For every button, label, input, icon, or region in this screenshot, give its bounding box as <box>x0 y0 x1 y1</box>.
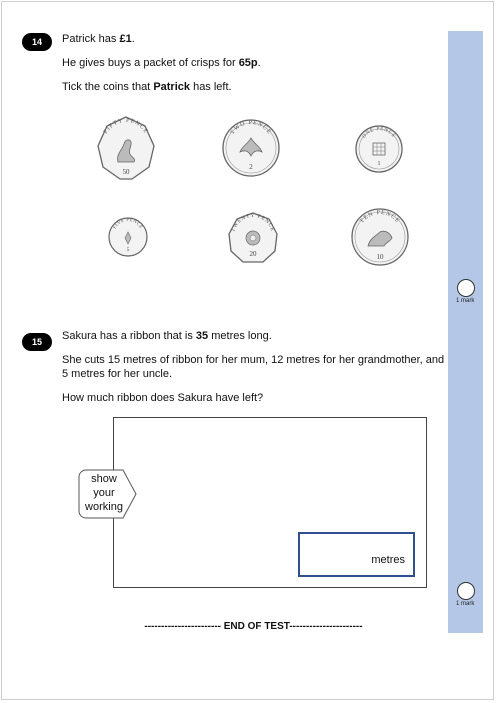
q14-number-badge: 14 <box>22 33 52 51</box>
svg-text:2: 2 <box>249 163 253 171</box>
svg-text:20: 20 <box>249 250 257 258</box>
show-working-text: show your working <box>85 473 123 513</box>
units-label: metres <box>371 554 405 566</box>
svg-text:ONE PENCE: ONE PENCE <box>362 126 397 140</box>
fifty-pence-coin[interactable] <box>94 114 158 182</box>
q14-line-2: He gives buys a packet of crisps for 65p. <box>62 57 261 69</box>
twenty-pence-coin[interactable] <box>226 210 280 266</box>
svg-text:1: 1 <box>377 161 381 167</box>
svg-text:10: 10 <box>376 253 384 261</box>
page-border <box>1 1 494 700</box>
svg-text:FIVE PENCE: FIVE PENCE <box>111 216 145 230</box>
q14-line-1: Patrick has £1. <box>62 33 135 45</box>
answer-input-box[interactable] <box>298 532 415 577</box>
end-of-test-text: ----------------------- END OF TEST---------------------- <box>144 621 363 632</box>
q14-mark-checkbox[interactable] <box>457 279 475 297</box>
q14-line-3: Tick the coins that Patrick has left. <box>62 81 232 93</box>
svg-text:TWO PENCE: TWO PENCE <box>229 119 273 136</box>
svg-text:TWENTY PENCE: TWENTY PENCE <box>230 212 276 233</box>
svg-text:TEN PENCE: TEN PENCE <box>359 209 401 225</box>
svg-text:50: 50 <box>122 168 130 176</box>
two-pence-coin[interactable] <box>222 116 280 180</box>
q15-mark-checkbox[interactable] <box>457 582 475 600</box>
q15-line-2: She cuts 15 metres of ribbon for her mum, 12 metres for her grandmother, and <box>62 354 445 366</box>
q15-line-3: 5 metres for her uncle. <box>62 368 173 380</box>
five-pence-coin[interactable] <box>107 216 149 258</box>
one-pence-coin[interactable] <box>354 123 404 175</box>
ten-pence-coin[interactable] <box>350 206 410 268</box>
q15-line-1: Sakura has a ribbon that is 35 metres long. <box>62 330 272 342</box>
q14-mark-label: 1 mark <box>456 298 475 304</box>
q15-number-badge: 15 <box>22 333 52 351</box>
show-working-tag <box>78 469 138 519</box>
svg-text:5: 5 <box>126 247 130 253</box>
q15-mark-label: 1 mark <box>456 601 475 607</box>
svg-text:FIFTY PENCE: FIFTY PENCE <box>102 117 150 136</box>
marking-margin <box>448 31 483 633</box>
q15-line-4: How much ribbon does Sakura have left? <box>62 392 264 404</box>
